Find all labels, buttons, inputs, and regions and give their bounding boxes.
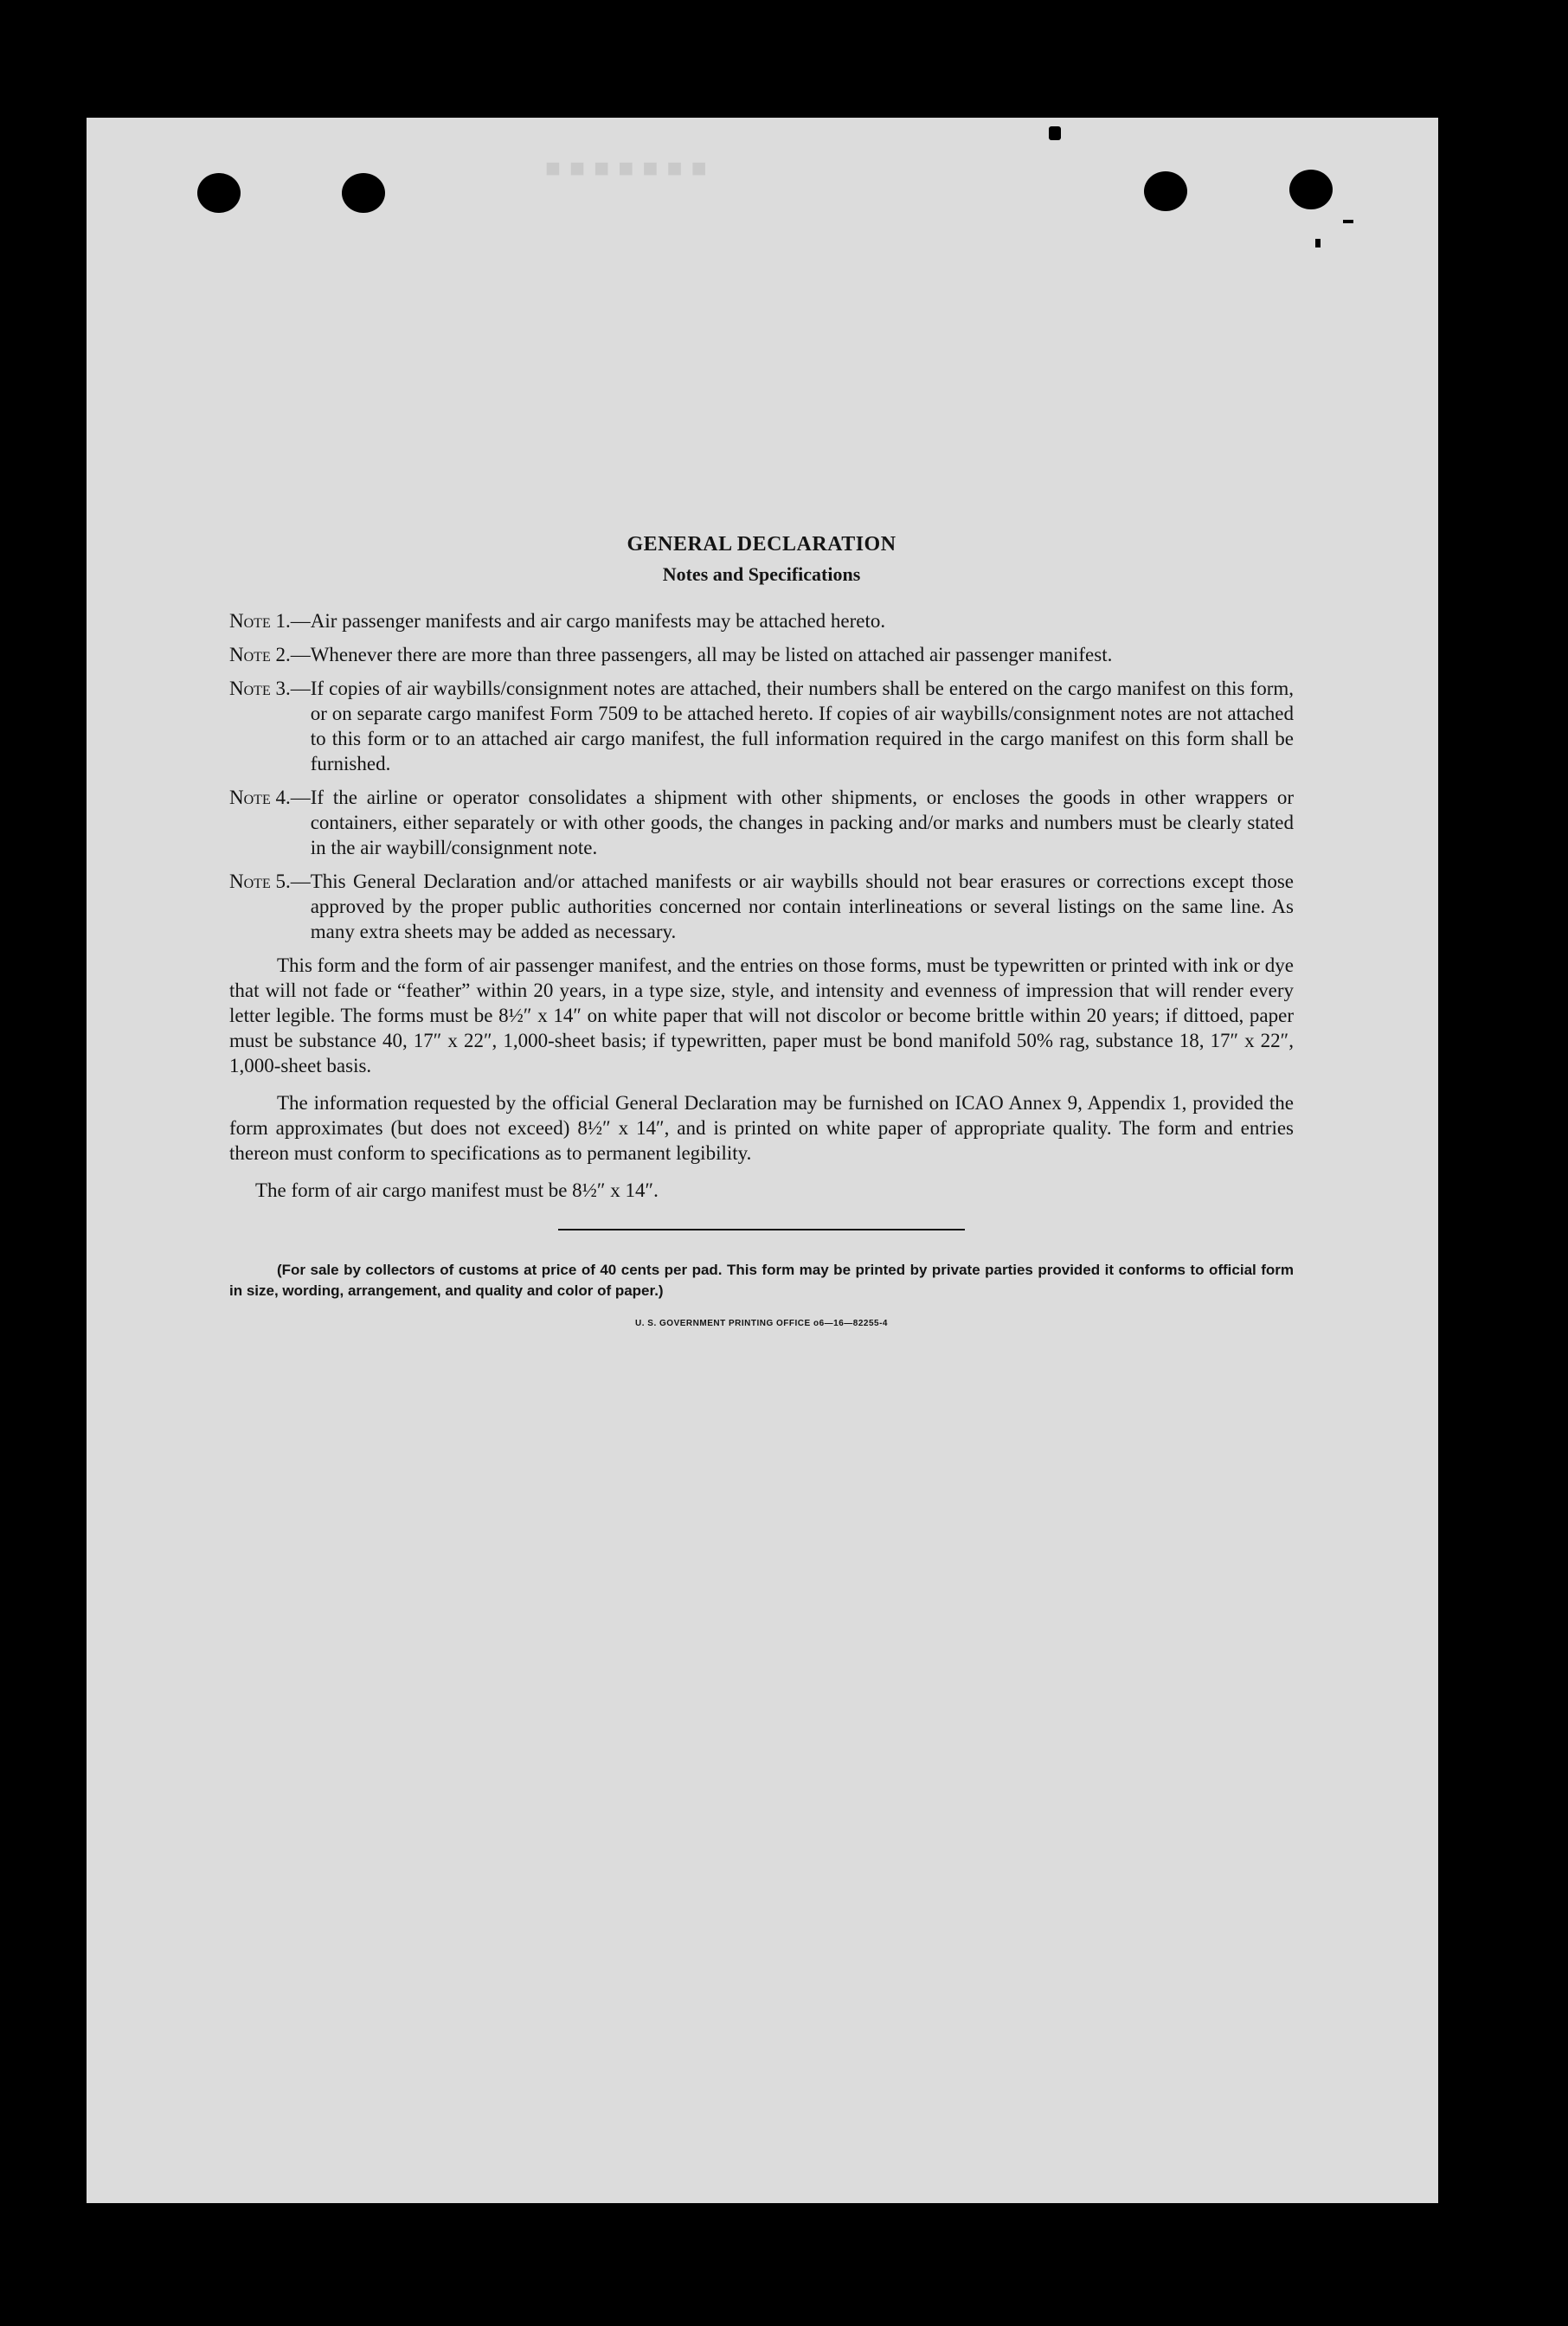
document-page [87,118,1438,2203]
note-2 [229,642,1294,667]
punch-hole-3 [1144,171,1187,211]
page-subtitle: Notes and Specifications [662,563,861,585]
note-3 [229,676,1294,776]
divider-rule [558,1229,965,1230]
paragraph-icao-annex: The information requested by the official General Declaration may be furnished on ICAO Annex 9, Appendix 1, provided the form approximates (but does not exceed) 8½″ x 14″, and is printed on white paper of appropriate quality. The form and entries thereon must conform to specifications as to permanent legibility. [229,1092,1294,1164]
paragraph-print-requirements: This form and the form of air passenger manifest, and the entries on those forms, must be typewritten or printed with ink or dye that will not fade or “feather” within 20 years, in a type size, style, and intensity and evenness of impression that will render every letter legible. The forms must be 8½″ x 14″ on white paper that will not discolor or become brittle within 20 years; if dittoed, paper must be substance 40, 17″ x 22″, 1,000-sheet basis; if typewritten, paper must be bond manifold 50% rag, substance 18, 17″ x 22″, 1,000-sheet basis. [229,954,1294,1076]
ink-speck [1343,220,1353,223]
punch-hole-1 [197,173,241,213]
note-4 [229,785,1294,860]
note-text: Air passenger manifests and air cargo manifests may be attached hereto. [310,610,886,632]
note-label: Note 5.— [229,871,311,892]
show-through-heading: ■■■■■■■ [537,154,707,183]
note-label: Note 2.— [229,644,311,665]
note-label: Note 4.— [229,787,311,808]
punch-hole-2 [342,173,385,213]
punch-hole-4 [1289,170,1333,209]
note-text: Whenever there are more than three passengers, all may be listed on attached air passenger manifest. [310,644,1113,665]
note-label: Note 3.— [229,678,311,699]
ink-speck [1049,126,1061,140]
sale-notice: (For sale by collectors of customs at price of 40 cents per pad. This form may be printed by private parties provided it conforms to official form in size, wording, arrangement, and quality and color of paper.) [229,1262,1294,1299]
printing-office-imprint: U. S. GOVERNMENT PRINTING OFFICE o6—16—82255-4 [635,1319,888,1328]
note-5 [229,869,1294,944]
note-label: Note 1.— [229,610,311,632]
note-1 [229,608,1294,633]
paragraph-cargo-size: The form of air cargo manifest must be 8½″ x 14″. [255,1179,659,1201]
ink-speck [1315,239,1321,247]
note-text: If the airline or operator consolidates a shipment with other shipments, or encloses the goods in other wrappers or containers, either separately or with other goods, the changes in packing and/or marks and numbers must be clearly stated in the air waybill/consignment note. [310,787,1294,858]
page-title: GENERAL DECLARATION [627,533,896,556]
notes-content [229,533,1294,1328]
note-text: If copies of air waybills/consignment notes are attached, their numbers shall be entered on the cargo manifest on this form, or on separate cargo manifest Form 7509 to be attached hereto. If copies of air waybills/consignment notes are not attached to this form or to an attached air cargo manifest, the full information required in the cargo manifest on this form shall be furnished. [310,678,1294,774]
note-text: This General Declaration and/or attached manifests or air waybills should not bear erasures or corrections except those approved by the proper public authorities concerned nor contain interlineations or several listings on the same line. As many extra sheets may be added as necessary. [310,871,1294,942]
